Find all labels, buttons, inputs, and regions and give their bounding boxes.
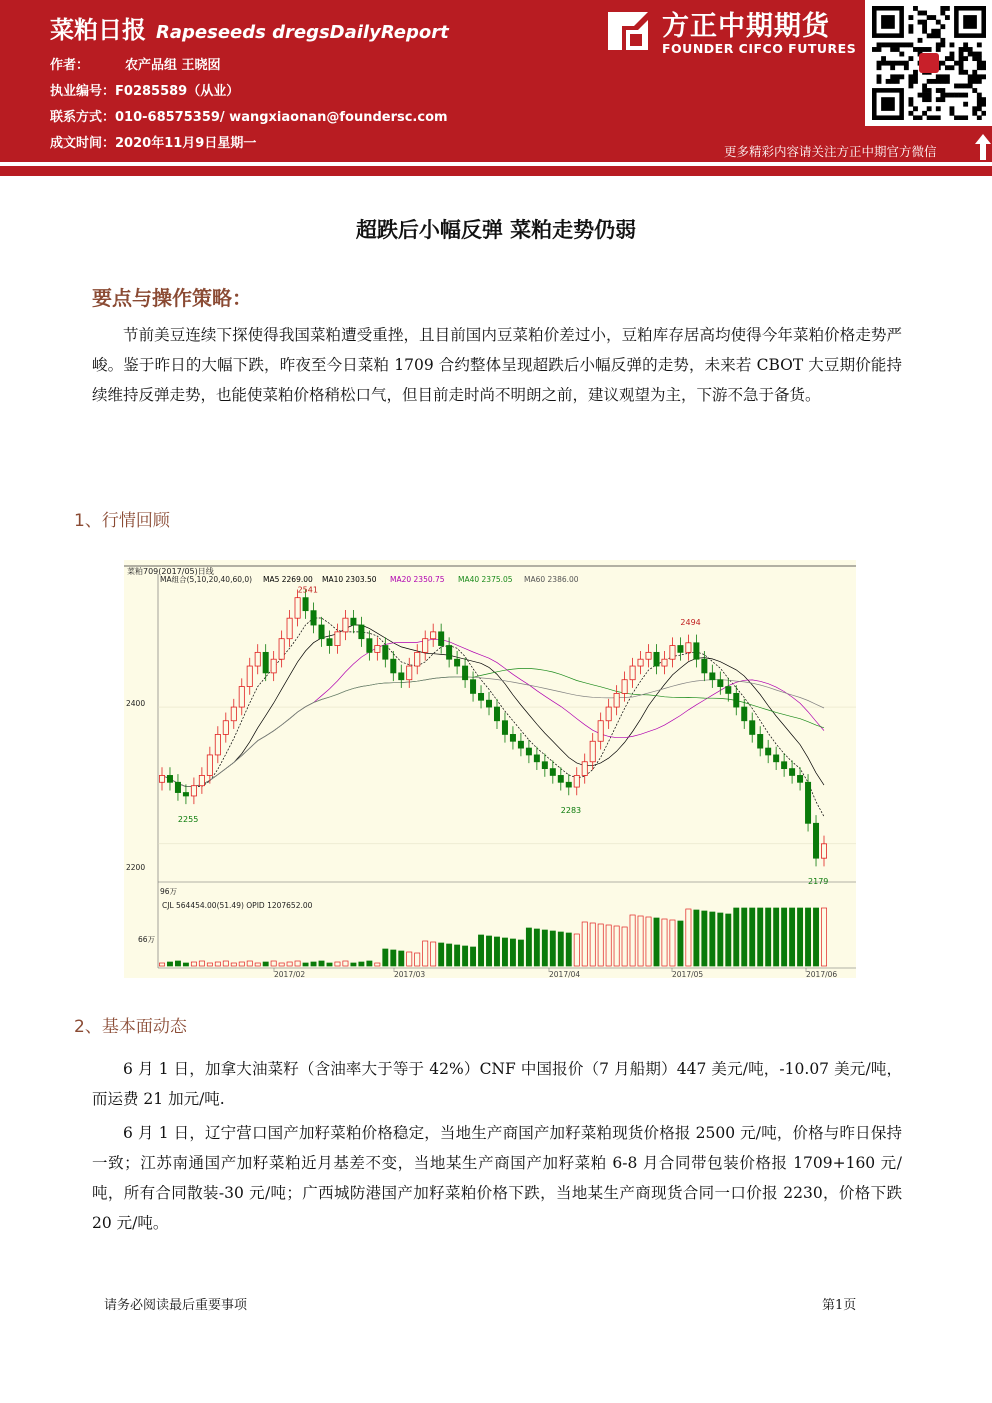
volume-bar [470, 947, 475, 966]
volume-bar [255, 963, 260, 966]
candle [191, 786, 196, 796]
report-title-en: Rapeseeds dregsDailyReport [156, 22, 449, 43]
volume-bar [183, 963, 188, 966]
volume-bar [542, 930, 547, 966]
ma40-legend: MA40 2375.05 [458, 575, 513, 584]
candle [726, 687, 731, 694]
chart-title: 菜粕709(2017/05)日线 [127, 567, 214, 576]
qr-code-icon[interactable] [872, 6, 986, 120]
candle [542, 762, 547, 769]
volume-bar [598, 924, 603, 966]
logo-en: FOUNDER CIFCO FUTURES [662, 41, 857, 56]
ma10-legend: MA10 2303.50 [322, 575, 377, 584]
candle [271, 659, 276, 673]
volume-bar [295, 961, 300, 966]
candle [702, 659, 707, 673]
candle [223, 721, 228, 735]
report-title-cn: 菜粕日报 [50, 16, 146, 44]
candle [311, 611, 316, 625]
ma60-legend: MA60 2386.00 [524, 575, 579, 584]
volume-bar [407, 952, 412, 966]
volume-bar [231, 963, 236, 966]
candle [574, 775, 579, 787]
license-value: F0285589（从业） [115, 84, 240, 99]
candle [710, 673, 715, 680]
volume-bar [415, 953, 420, 966]
volume-bar [534, 929, 539, 966]
candle [502, 721, 507, 735]
ma5-legend: MA5 2269.00 [263, 575, 313, 584]
volume-bar [462, 946, 467, 966]
candle [774, 755, 779, 762]
price-annotation: 2283 [560, 806, 582, 816]
follow-wechat-text: 更多精彩内容请关注方正中期官方微信 [724, 144, 937, 159]
candle [606, 707, 611, 721]
volume-mid-label: 66万 [138, 935, 156, 944]
x-tick-label: 2017/06 [806, 970, 838, 978]
volume-bar [199, 961, 204, 966]
candle [415, 652, 420, 666]
candle [590, 741, 595, 762]
volume-top-label: 96万 [160, 887, 178, 896]
volume-bar [311, 962, 316, 966]
candle [766, 748, 771, 755]
candle [239, 687, 244, 708]
candle [734, 693, 739, 707]
volume-legend: CJL 564454.00(51.49) OPID 1207652.00 [162, 901, 313, 910]
candle [630, 666, 635, 680]
volume-bar [431, 942, 436, 966]
page-number: 第1页 [822, 1298, 857, 1313]
candle [510, 734, 515, 741]
volume-bar [726, 914, 731, 966]
volume-bar [263, 962, 268, 966]
volume-bar [782, 908, 787, 966]
candle [662, 659, 667, 666]
candle [199, 775, 204, 785]
candle [439, 632, 444, 646]
candle [423, 639, 428, 653]
candle [470, 680, 475, 694]
candle [343, 618, 348, 632]
author-value: 农产品组 王晓囡 [125, 58, 221, 73]
volume-bar [375, 963, 380, 966]
key-points-heading: 要点与操作策略： [92, 286, 252, 310]
candle [279, 639, 284, 660]
volume-bar [797, 908, 802, 966]
volume-bar [351, 963, 356, 966]
candle [566, 782, 571, 787]
volume-bar [734, 908, 739, 966]
founder-logo-icon [604, 8, 652, 54]
candle [391, 659, 396, 673]
volume-bar [175, 961, 180, 966]
candle [550, 769, 555, 776]
contact-line [50, 106, 448, 125]
section1-heading: 1、行情回顾 [74, 511, 170, 531]
volume-bar [279, 963, 284, 966]
candle [455, 659, 460, 666]
candle [654, 652, 659, 666]
ma-legend-label: MA组合(5,10,20,40,60,0) [160, 575, 253, 584]
candle [813, 823, 818, 858]
candle [183, 793, 188, 796]
volume-bar [614, 926, 619, 966]
volume-bar [750, 908, 755, 966]
candle [805, 782, 810, 823]
volume-bar [239, 962, 244, 966]
volume-bar [207, 963, 212, 966]
volume-bar [606, 925, 611, 966]
volume-bar [478, 935, 483, 966]
volume-bar [359, 962, 364, 966]
volume-bar [662, 919, 667, 966]
volume-bar [439, 943, 444, 966]
price-annotation: 2494 [680, 617, 701, 627]
price-annotation: 2179 [808, 877, 829, 887]
candle [486, 700, 491, 707]
candle [263, 652, 268, 673]
candle [582, 762, 587, 776]
candle [750, 721, 755, 735]
volume-bar [550, 931, 555, 966]
volume-bar [766, 908, 771, 966]
volume-bar [590, 923, 595, 966]
x-tick-label: 2017/02 [274, 970, 306, 978]
candle [207, 755, 212, 776]
candle [494, 707, 499, 721]
candle [431, 632, 436, 639]
volume-bar [455, 945, 460, 966]
volume-bar [710, 912, 715, 966]
candle [359, 625, 364, 639]
volume-bar [526, 928, 531, 966]
candle [742, 707, 747, 721]
volume-bar [215, 962, 220, 966]
candle [718, 680, 723, 687]
author-line [50, 54, 221, 73]
key-points-text: 节前美豆连续下探使得我国菜粕遭受重挫，且目前国内豆菜粕价差过小，豆粕库存居高均使得今年菜粕价格走势严峻。鉴于昨日的大幅下跌，昨夜至今日菜粕 1709 合约整体呈现超跌后小幅反弹的走势，未来若 CBOT 大豆期价能持续维持反弹走势，也能使菜粕价格稍松口气，但目前走时尚不明朗之前，建议观望为主，下游不急于备货。 [92, 326, 902, 404]
author-label: 作者： [50, 58, 90, 73]
volume-bar [391, 950, 396, 966]
volume-bar [821, 908, 826, 966]
volume-bar [718, 913, 723, 966]
volume-bar [343, 961, 348, 966]
candle [694, 643, 699, 659]
candle [478, 693, 483, 700]
volume-bar [303, 963, 308, 966]
candle [319, 625, 324, 639]
candle [399, 673, 404, 680]
contact-label: 联系方式： [50, 110, 116, 125]
volume-bar [566, 933, 571, 966]
volume-bar [287, 962, 292, 966]
license-line [50, 80, 239, 99]
license-label: 执业编号： [50, 84, 116, 99]
volume-bar [789, 908, 794, 966]
candle [758, 734, 763, 748]
candle [534, 755, 539, 762]
volume-bar [518, 940, 523, 966]
news-paragraph-1: 6 月 1 日，加拿大油菜籽（含油率大于等于 42%）CNF 中国报价（7 月船期）447 美元/吨，-10.07 美元/吨，而运费 21 加元/吨. [92, 1060, 902, 1108]
candle [375, 646, 380, 653]
candle [167, 775, 172, 782]
arrow-up-icon [975, 134, 991, 160]
volume-bar [191, 962, 196, 966]
price-chart [124, 560, 856, 978]
candle [351, 618, 356, 625]
logo-cn: 方正中期期货 [662, 11, 830, 42]
candle [407, 666, 412, 680]
volume-bar [813, 908, 818, 966]
candle [526, 748, 531, 755]
candle [782, 762, 787, 769]
volume-bar [702, 911, 707, 966]
candle [558, 775, 563, 782]
volume-bar [447, 944, 452, 966]
price-annotation: 2255 [177, 814, 199, 824]
volume-bar [399, 951, 404, 966]
article-title: 超跌后小幅反弹 菜粕走势仍弱 [355, 218, 637, 242]
volume-bar [774, 908, 779, 966]
candle [462, 666, 467, 680]
date-value: 2020年11月9日星期一 [115, 136, 257, 151]
candle [622, 680, 627, 694]
volume-bar [694, 910, 699, 966]
volume-bar [271, 961, 276, 966]
volume-bar [247, 961, 252, 966]
candle [447, 646, 452, 660]
volume-bar [630, 915, 635, 966]
volume-bar [622, 927, 627, 966]
candle [175, 782, 180, 792]
volume-bar [805, 908, 810, 966]
candle [789, 769, 794, 776]
candle [638, 659, 643, 666]
candle [367, 639, 372, 653]
volume-bar [502, 938, 507, 966]
candle [215, 734, 220, 755]
date-line [50, 132, 256, 151]
candle [614, 693, 619, 707]
ma20-legend: MA20 2350.75 [390, 575, 445, 584]
report-title [50, 10, 449, 45]
x-tick-label: 2017/03 [394, 970, 426, 978]
candle [797, 775, 802, 782]
volume-bar [670, 920, 675, 966]
volume-bar [654, 918, 659, 966]
candle [303, 598, 308, 611]
candle [295, 598, 300, 619]
volume-bar [510, 939, 515, 966]
volume-bar [678, 921, 683, 966]
volume-bar [223, 961, 228, 966]
volume-bar [423, 941, 428, 966]
date-label: 成文时间： [50, 136, 116, 151]
volume-bar [486, 936, 491, 966]
volume-bar [758, 908, 763, 966]
candle [335, 632, 340, 646]
contact-value: 010-68575359/ wangxiaonan@foundersc.com [115, 110, 448, 125]
volume-bar [383, 949, 388, 966]
volume-bar [494, 937, 499, 966]
volume-bar [335, 962, 340, 966]
volume-bar [558, 932, 563, 966]
section2-heading: 2、基本面动态 [74, 1017, 187, 1037]
volume-bar [167, 962, 172, 966]
candle [255, 652, 260, 666]
candle [518, 741, 523, 748]
candle [383, 646, 388, 660]
candle [678, 646, 683, 653]
candle [231, 707, 236, 721]
news-paragraph-2: 6 月 1 日，辽宁营口国产加籽菜粕价格稳定，当地生产商国产加籽菜粕现货价格报 2500 元/吨，价格与昨日保持一致；江苏南通国产加籽菜粕近月基差不变，当地某生产商国产加籽菜粕 6-8 月合同带包装价格报 1709+160 元/吨，所有合同散装-30 元/吨；广西城防港国产加籽菜粕价格下跌，当地某生产商现货合同一口价报 2230，价格下跌 20 元/吨。 [92, 1124, 902, 1232]
candle [327, 639, 332, 646]
candle [686, 643, 691, 653]
volume-bar [742, 908, 747, 966]
header-bar [0, 166, 992, 176]
candle [159, 775, 164, 782]
volume-bar [319, 961, 324, 966]
candle [821, 844, 826, 858]
y-tick-2200: 2200 [126, 863, 146, 872]
volume-bar [574, 934, 579, 966]
volume-bar [582, 922, 587, 966]
candle [287, 618, 292, 639]
volume-bar [638, 916, 643, 966]
volume-bar [686, 909, 691, 966]
price-annotation: 2541 [297, 585, 318, 595]
candle [247, 666, 252, 687]
volume-bar [327, 963, 332, 966]
x-tick-label: 2017/04 [549, 970, 581, 978]
candle [598, 721, 603, 742]
volume-bar [159, 963, 164, 966]
candle [646, 652, 651, 659]
volume-bar [646, 917, 651, 966]
y-tick-2400: 2400 [126, 699, 146, 708]
x-tick-label: 2017/05 [672, 970, 704, 978]
candle [670, 646, 675, 660]
volume-bar [367, 961, 372, 966]
footer-notice: 请务必阅读最后重要事项 [104, 1298, 248, 1313]
